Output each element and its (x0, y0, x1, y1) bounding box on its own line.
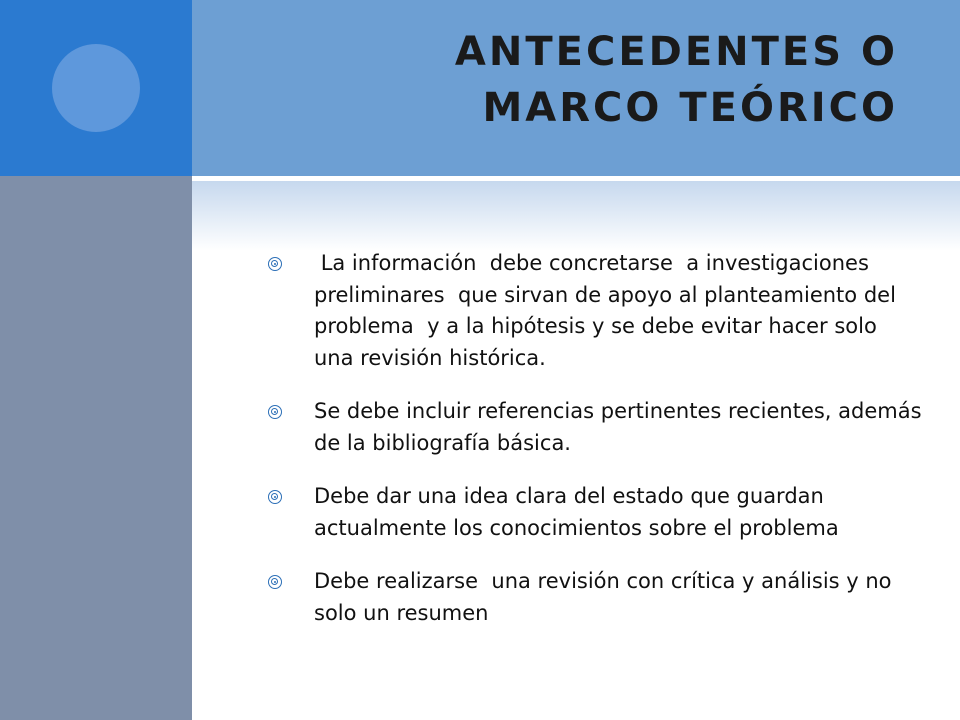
concentric-circles-icon (268, 405, 282, 419)
slide-title-line-2: MARCO TEÓRICO (482, 85, 898, 131)
slide-title-line-1: ANTECEDENTES O (454, 29, 898, 75)
bullet-item (262, 481, 922, 544)
bullet-item (262, 248, 922, 374)
bullet-text: Se debe incluir referencias pertinentes recientes, además de la bibliografía básica. (314, 399, 922, 455)
bullet-list (262, 248, 922, 651)
decorative-circle (52, 44, 140, 132)
bullet-item (262, 566, 922, 629)
bullet-text: Debe realizarse una revisión con crítica y análisis y no solo un resumen (314, 569, 899, 625)
sidebar-top-block (0, 0, 192, 176)
concentric-circles-icon (268, 490, 282, 504)
bullet-item (262, 396, 922, 459)
bullet-text: La información debe concretarse a investigaciones preliminares que sirvan de apoyo al planteamiento del problema y a la hipótesis y se debe evitar hacer solo una revisión histórica. (314, 251, 903, 370)
concentric-circles-icon (268, 257, 282, 271)
banner-gradient (192, 181, 960, 251)
sidebar-bottom-block (0, 176, 192, 720)
slide-title (258, 24, 898, 136)
bullet-text: Debe dar una idea clara del estado que guardan actualmente los conocimientos sobre el problema (314, 484, 839, 540)
concentric-circles-icon (268, 575, 282, 589)
